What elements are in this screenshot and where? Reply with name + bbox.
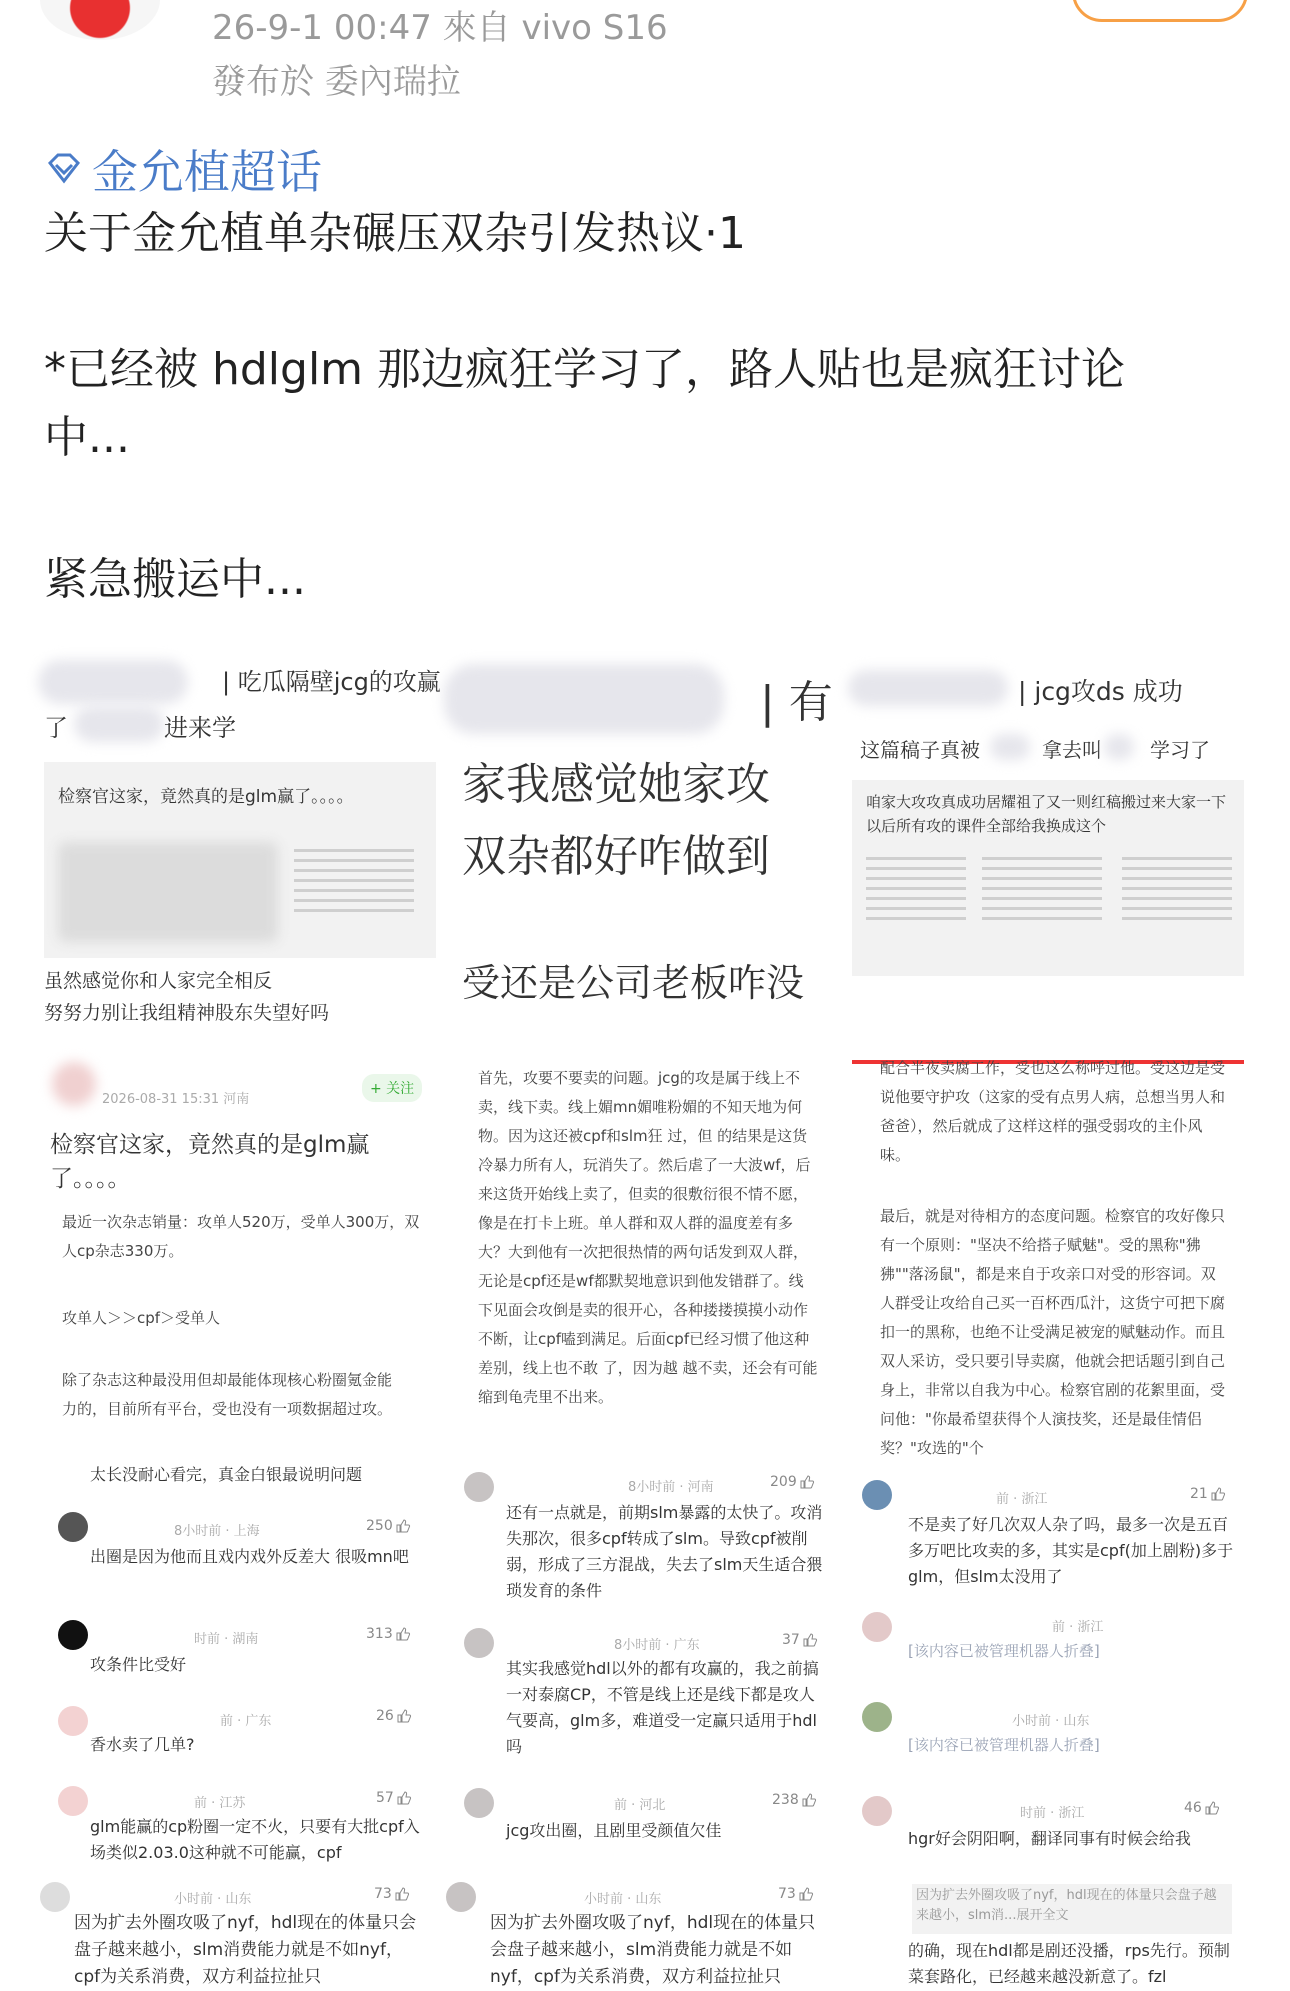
comment-avatar bbox=[58, 1512, 88, 1542]
thumbs-up-icon bbox=[800, 1475, 814, 1489]
header-text-2: 家我感觉她家攻 bbox=[462, 759, 770, 810]
redacted-text bbox=[990, 734, 1030, 760]
follow-button[interactable] bbox=[1072, 0, 1248, 22]
like-count-value: 250 bbox=[366, 1518, 393, 1534]
post-line-status: 紧急搬运中... bbox=[44, 554, 306, 605]
header-text-2: 这篇稿子真被 bbox=[860, 738, 980, 762]
thumbs-up-icon bbox=[397, 1791, 411, 1805]
header-text: | 吃瓜隔壁jcg的攻赢 bbox=[222, 668, 441, 696]
user-avatar[interactable] bbox=[40, 0, 160, 40]
header-text-3: 双杂都好咋做到 bbox=[462, 831, 770, 882]
folded-comment-text[interactable]: [该内容已被管理机器人折叠] bbox=[908, 1736, 1100, 1754]
caption-1: 虽然感觉你和人家完全相反 bbox=[44, 970, 273, 992]
comment-avatar bbox=[862, 1480, 892, 1510]
comment-meta: 8小时前 · 河南 bbox=[628, 1480, 714, 1495]
topic-link[interactable] bbox=[44, 136, 322, 202]
header-text: | jcg攻ds 成功 bbox=[1018, 677, 1183, 706]
thumbs-up-icon bbox=[395, 1887, 409, 1901]
poster-avatar bbox=[52, 1062, 96, 1106]
like-count[interactable] bbox=[770, 1474, 814, 1490]
comment-text: 攻条件比受好 bbox=[90, 1655, 187, 1674]
redacted-username bbox=[444, 664, 724, 734]
thumbs-up-icon bbox=[1211, 1487, 1225, 1501]
like-count-value: 37 bbox=[782, 1632, 800, 1648]
inner-post-body: 首先，攻要不要卖的问题。jcg的攻是属于线上不卖，线下卖。线上媚mn媚唯粉媚的不知天地为何物。因为这还被cpf和slm狂 过，但 的结果是这货冷暴力所有人，玩消失了。然后虐了一大波wf，后来这货开始线上卖了，但卖的很敷衍很不情不愿，像是在打卡上班。单人群和双人群的温度差有多大？大到他有一次把很热情的两句话发到双人群，无论是cpf还是wf都默契地意识到他发错群了。线下见面会攻倒是卖的很开心，各种搂搂摸摸小动作不断，让cpf嗑到满足。后面cpf已经习惯了他这种差别，线上也不敢 了，因为越 越不卖，还会有可能缩到龟壳里不出来。 bbox=[478, 1069, 818, 1406]
tiny-text-lines bbox=[982, 850, 1102, 927]
comment-text: 不是卖了好几次双人杂了吗，最多一次是五百多万吧比攻卖的多，其实是cpf(加上剧粉)多于glm，但slm太没用了 bbox=[908, 1515, 1234, 1586]
redacted-username bbox=[38, 660, 188, 704]
like-count[interactable] bbox=[374, 1886, 409, 1902]
quote-card bbox=[44, 762, 436, 958]
comment-text: 出圈是因为他而且戏内戏外反差大 很吸mn吧 bbox=[90, 1547, 409, 1566]
header-text-2: 了 bbox=[44, 714, 68, 742]
thumbs-up-icon bbox=[397, 1709, 411, 1723]
blurred-image bbox=[58, 842, 278, 942]
tiny-text-lines bbox=[1122, 850, 1232, 927]
like-count-value: 238 bbox=[772, 1792, 799, 1808]
inner-post-body-4: 太长没耐心看完，真金白银最说明问题 bbox=[90, 1465, 363, 1484]
like-count-value: 57 bbox=[376, 1790, 394, 1806]
comment-meta: 小时前 · 山东 bbox=[584, 1892, 662, 1907]
comment-meta: 时前 · 湖南 bbox=[194, 1632, 259, 1647]
post-line-title: 关于金允植单杂碾压双杂引发热议·1 bbox=[44, 208, 746, 259]
folded-comment-text[interactable]: [该内容已被管理机器人折叠] bbox=[908, 1642, 1100, 1660]
comment-avatar bbox=[464, 1472, 494, 1502]
screenshot-image-2[interactable] bbox=[448, 650, 840, 1986]
comment-avatar bbox=[40, 1882, 70, 1912]
header-text-3: 进来学 bbox=[164, 714, 236, 742]
comment-text: glm能赢的cp粉圈一定不火，只要有大批cpf入场类似2.03.0这种就不可能赢，cpf bbox=[90, 1817, 420, 1862]
thumbs-up-icon bbox=[799, 1887, 813, 1901]
like-count-value: 21 bbox=[1190, 1486, 1208, 1502]
quote-card bbox=[852, 780, 1244, 976]
like-count-value: 46 bbox=[1184, 1800, 1202, 1816]
thumbs-up-icon bbox=[803, 1633, 817, 1647]
comment-text: jcg攻出圈，且剧里受颜值欠佳 bbox=[506, 1821, 722, 1840]
comment-meta: 前 · 江苏 bbox=[194, 1796, 246, 1811]
like-count-value: 73 bbox=[374, 1886, 392, 1902]
redacted-text bbox=[74, 706, 164, 742]
post-time: 2026-08-31 15:31 河南 bbox=[102, 1092, 250, 1107]
header-text-3: 拿去叫 bbox=[1042, 738, 1102, 762]
like-count-value: 209 bbox=[770, 1474, 797, 1490]
quoted-reply-text: 因为扩去外圈攻吸了nyf，hdl现在的体量只会盘子越来越小，slm消...展开全文 bbox=[916, 1888, 1217, 1923]
inner-post-title: 检察官这家，竟然真的是glm赢了。。。。 bbox=[50, 1132, 370, 1192]
comment-avatar bbox=[862, 1612, 892, 1642]
like-count[interactable] bbox=[1190, 1486, 1225, 1502]
quoted-reply bbox=[912, 1884, 1232, 1934]
comment-meta: 8小时前 · 广东 bbox=[614, 1638, 700, 1653]
quote-text: 咱家大攻攻真成功居耀祖了又一则红稿搬过来大家一下 以后所有攻的课件全部给我换成这个 bbox=[866, 793, 1227, 835]
quote-text: 检察官这家，竟然真的是glm赢了。。。。 bbox=[58, 787, 354, 807]
header-text-4: 学习了 bbox=[1150, 738, 1210, 762]
like-count[interactable] bbox=[778, 1886, 813, 1902]
redacted-username bbox=[848, 670, 1008, 706]
inner-post-body-1: 配合半夜卖腐工作，受也这么称呼过他。受这边是受说他要守护攻（这家的受有点男人病，总想当男人和爸爸），然后就成了这样这样的强受弱攻的主仆风味。 bbox=[880, 1059, 1226, 1164]
inner-post-body-1: 最近一次杂志销量：攻单人520万，受单人300万，双人cp杂志330万。 bbox=[62, 1213, 420, 1260]
comment-text: 香水卖了几单? bbox=[90, 1735, 195, 1754]
like-count-value: 73 bbox=[778, 1886, 796, 1902]
diamond-icon bbox=[44, 149, 84, 189]
comment-avatar bbox=[58, 1786, 88, 1816]
thumbs-up-icon bbox=[396, 1519, 410, 1533]
like-count-value: 26 bbox=[376, 1708, 394, 1724]
follow-badge[interactable]: + 关注 bbox=[362, 1074, 422, 1102]
thumbs-up-icon bbox=[396, 1627, 410, 1641]
caption-2: 努努力别让我组精神股东失望好吗 bbox=[44, 1002, 330, 1024]
like-count-value: 313 bbox=[366, 1626, 393, 1642]
comment-meta: 前 · 浙江 bbox=[996, 1492, 1048, 1507]
like-count[interactable] bbox=[366, 1518, 410, 1534]
inner-post-body-2: 最后，就是对待相方的态度问题。检察官的攻好像只有一个原则："坚决不给搭子赋魅"。受的黑称"狒狒""落汤鼠"，都是来自于攻亲口对受的形容词。双人群受让攻给自己买一百杯西瓜汁，这货宁可把下腐扣一的黑称，也绝不让受满足被宠的赋魅动作。而且双人采访，受只要引导卖腐，他就会把话题引到自己身上，非常以自我为中心。检察官剧的花絮里面，受问他："你最希望获得个人演技奖，还是最佳情侣奖？"攻选的"个 bbox=[880, 1207, 1226, 1457]
post-line-body: *已经被 hdlglm 那边疯狂学习了，路人贴也是疯狂讨论中... bbox=[44, 344, 1126, 463]
screenshot-image-1[interactable] bbox=[44, 650, 441, 1987]
like-count[interactable] bbox=[772, 1792, 816, 1808]
header-text: | 有 bbox=[760, 677, 833, 728]
comment-avatar bbox=[464, 1788, 494, 1818]
comment-avatar bbox=[464, 1628, 494, 1658]
tiny-text-lines bbox=[294, 842, 414, 919]
comment-text: 还有一点就是，前期slm暴露的太快了。攻消失那次，很多cpf转成了slm。导致cpf被削弱，形成了三方混战，失去了slm天生适合猥琐发育的条件 bbox=[506, 1503, 823, 1600]
comment-meta: 前 · 浙江 bbox=[1052, 1620, 1104, 1635]
comment-avatar bbox=[58, 1706, 88, 1736]
comment-meta: 前 · 广东 bbox=[220, 1714, 272, 1729]
comment-meta: 时前 · 浙江 bbox=[1020, 1806, 1085, 1821]
post-meta-location: 發布於 委內瑞拉 bbox=[212, 62, 461, 102]
post-meta-time: 26-9-1 00:47 來自 vivo S16 bbox=[212, 8, 668, 48]
comment-text: 的确，现在hdl都是剧还没播，rps先行。预制菜套路化，已经越来越没新意了。fzl bbox=[908, 1941, 1230, 1986]
redacted-text bbox=[1104, 734, 1134, 760]
like-count[interactable] bbox=[376, 1708, 411, 1724]
comment-avatar bbox=[446, 1882, 476, 1912]
comment-meta: 前 · 河北 bbox=[614, 1798, 666, 1813]
comment-avatar bbox=[862, 1702, 892, 1732]
comment-text: 因为扩去外圈攻吸了nyf，hdl现在的体量只会盘子越来越小，slm消费能力就是不如nyf，cpf为关系消费，双方利益拉扯只 bbox=[74, 1913, 417, 1987]
comment-text: hgr好会阴阳啊，翻译同事有时候会给我 bbox=[908, 1829, 1191, 1848]
comment-avatar bbox=[58, 1620, 88, 1650]
like-count[interactable] bbox=[376, 1790, 411, 1806]
inner-post-body-2: 攻单人＞＞cpf＞受单人 bbox=[62, 1309, 221, 1327]
like-count[interactable] bbox=[1184, 1800, 1219, 1816]
comment-avatar bbox=[862, 1796, 892, 1826]
topic-label: 金允植超话 bbox=[92, 145, 322, 199]
thumbs-up-icon bbox=[802, 1793, 816, 1807]
thumbs-up-icon bbox=[1205, 1801, 1219, 1815]
comment-meta: 8小时前 · 上海 bbox=[174, 1524, 260, 1539]
screenshot-image-3[interactable] bbox=[852, 650, 1244, 1986]
comment-text: 其实我感觉hdl以外的都有攻赢的，我之前搞一对泰腐CP，不管是线上还是线下都是攻人气要高，glm多，难道受一定赢只适用于hdl吗 bbox=[506, 1659, 819, 1756]
like-count[interactable] bbox=[366, 1626, 410, 1642]
comment-text: 因为扩去外圈攻吸了nyf，hdl现在的体量只会盘子越来越小，slm消费能力就是不如nyf，cpf为关系消费，双方利益拉扯只 bbox=[490, 1913, 816, 1987]
inner-post-body-3: 除了杂志这种最没用但却最能体现核心粉圈氪金能力的，目前所有平台，受也没有一项数据超过攻。 bbox=[62, 1371, 393, 1418]
like-count[interactable] bbox=[782, 1632, 817, 1648]
comment-meta: 小时前 · 山东 bbox=[1012, 1714, 1090, 1729]
header-text-4: 受还是公司老板咋没 bbox=[462, 961, 805, 1005]
tiny-text-lines bbox=[866, 850, 966, 927]
comment-meta: 小时前 · 山东 bbox=[174, 1892, 252, 1907]
